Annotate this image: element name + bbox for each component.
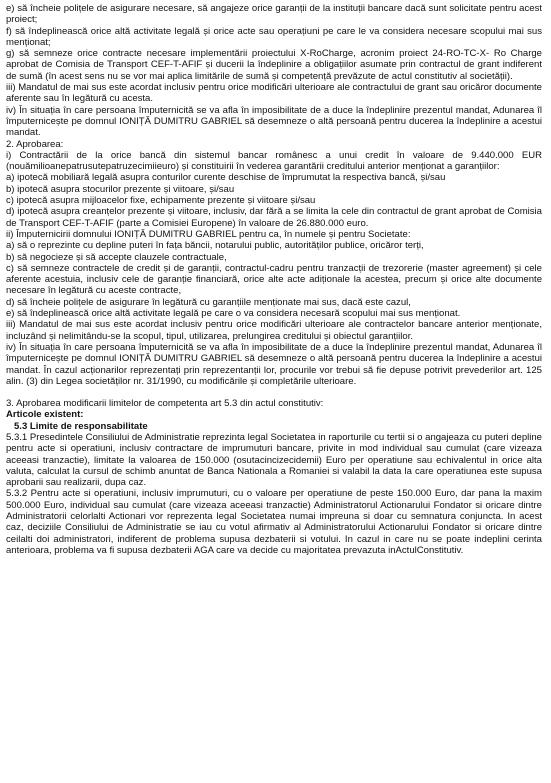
list-item: d) să încheie polițele de asigurare în legătură cu garanțiile menționate mai sus, dacă este cazul, xyxy=(6,296,411,308)
list-item: a) ipotecă mobiliară legală asupra conturilor curente deschise de împrumutat la respectiva bancă, și/sau xyxy=(6,172,446,184)
list-item: i) Contractării de la orice bancă din sistemul bancar românesc a unui credit în valoare de 9.440.000 EUR (nouămilioanepatrusutepatruzecimiieuro) și constituirii în vederea garantării creditului anterior menționat a garanțiilor: xyxy=(6,149,542,173)
list-item: d) ipotecă asupra creanțelor prezente și viitoare, inclusiv, dar fără a se limita la cele din contractul de grant aprobat de Comisia de Transport CEF-T-AFIF (parte a Comisiei Europene) în valoare de 26.880.000 euro. xyxy=(6,206,542,229)
article-paragraph: 5.3.2 Pentru acte si operatiuni, inclusiv imprumuturi, cu o valoare per operatiune de peste 150.000 Euro, dar pana la maxim 500.000 Euro, individual sau cumulat (care vizeaza aceeasi tranzactie) Administratorul Actionarului Fondator si oricare dintre Administratorii celorlalti Actionari vor reprezenta legal Societatea numai impreuna si doar cu semnatura conjuncta. In acest caz, deciziile Consiliului de Administratie se iau cu votul afirmativ al Administratorului Actionarului Fondator si oricare dintre ceilalti doi administratori, indiferent de problema supusa dezbaterii si votului. In cazul in care nu se poate indeplini cerinta anterioara, problema va fi supusa dezbaterii AGA care va decide cu majoritatea prevazuta inActulConstitutiv. xyxy=(6,488,542,556)
list-item: b) ipotecă asupra stocurilor prezente și viitoare, și/sau xyxy=(6,183,235,195)
existing-articles-label: Articole existent: xyxy=(6,409,84,421)
list-item: e) să îndeplinească orice altă activitate legală pe care o va considera necesară scopului mai sus menționat. xyxy=(6,308,461,320)
paragraph: e) să încheie polițele de asigurare necesare, să angajeze orice garanții de la instituții bancare dacă sunt solicitate pentru acest proiect; xyxy=(6,3,542,26)
section-heading: 2. Aprobarea: xyxy=(6,138,64,150)
list-item: b) să negocieze și să accepte clauzele contractuale, xyxy=(6,251,227,263)
list-item: c) să semneze contractele de credit și de garanții, contractul-cadru pentru tranzacții de trezorerie (master agreement) și cele aferente acestuia, inclusiv cele de garanție financiară, orice alte acte adiționale la acestea, precum și orice alte documente necesare în legătură cu aceste contracte, xyxy=(6,262,542,297)
list-item: ii) Împuternicirii domnului IONIȚĂ DUMITRU GABRIEL pentru ca, în numele și pentru Societate: xyxy=(6,228,411,240)
section-heading: 3. Aprobarea modificarii limitelor de competenta art 5.3 din actul constitutiv: xyxy=(6,398,324,410)
spacer xyxy=(6,387,542,398)
paragraph: iii) Mandatul de mai sus este acordat inclusiv pentru orice modificări ulterioare ale contractului de grant sau oricăror documente aferente sau în legătură cu acesta. xyxy=(6,82,542,105)
document-page xyxy=(6,3,542,556)
list-item: iv) În situația în care persoana împuternicită se va afla în imposibilitate de a duce la îndeplinire prezentul mandat, Adunarea îl împuternicește pe domnul IONIȚĂ DUMITRU GABRIEL să desemneze o altă persoană pentru ducerea la îndeplinire a acestui mandat. În cazul acționarilor reprezentați prin reprezentanții lor, procurile vor trebui să fie depuse potrivit prevederilor art. 125 alin. (3) din Legea societăților nr. 31/1990, cu modificările și completările ulterioare. xyxy=(6,341,542,387)
paragraph: iv) În situația în care persoana împuternicită se va afla în imposibilitate de a duce la îndeplinire prezentul mandat, Adunarea îl împuternicește pe domnul IONIȚĂ DUMITRU GABRIEL să desemneze o altă persoană pentru ducerea la îndeplinire a acestui mandat. xyxy=(6,104,542,139)
paragraph: g) să semneze orice contracte necesare implementării proiectului X-RoCharge, acronim proiect 24-RO-TC-X- Ro Charge aprobat de Comisia de Transport CEF-T-AFIF și ducerii la îndeplinire a obligațiilor asumate prin contractul de grant indiferent de sumă (în acest sens nu se vor mai aplica limitările de sumă și competență prevăzute de actul constitutiv al societății). xyxy=(6,48,542,82)
section-1-tail xyxy=(6,3,542,139)
paragraph: f) să îndeplinească orice altă activitate legală și orice acte sau operațiuni pe care le va considera necesare scopului mai sus menționat; xyxy=(6,25,542,48)
list-item: c) ipotecă asupra mijloacelor fixe, echipamente prezente și viitoare și/sau xyxy=(6,195,316,207)
list-item: a) să o reprezinte cu depline puteri în fața băncii, notarului public, autorităților publice, oricăror terți, xyxy=(6,240,424,252)
article-title: 5.3 Limite de responsabilitate xyxy=(14,420,148,432)
list-item: iii) Mandatul de mai sus este acordat inclusiv pentru orice modificări ulterioare ale contractelor bancare anterior menționate, incluzând și nelimitându-se la scopul, tipul, utilizarea, prelungirea creditului și obiectul garanțiilor. xyxy=(6,319,542,342)
article-paragraph: 5.3.1 Presedintele Consiliului de Administratie reprezinta legal Societatea in raporturile cu tertii si o angajeaza cu puteri depline pentru acte si operatiuni, inclusiv contractare de imprumuturi bancare, privite in mod individual sau cumulat (care vizeaza aceeasi tranzactie), limitate la valoarea de 150.000 (osutacincizecidemii) Euro per operatiune sau echivalentul in orice alta valuta, calculat la cursul de schimb anuntat de Banca Nationala a Romaniei si valabil la data la care operatiunea este supusa aprobarii sau realizarii, dupa caz. xyxy=(6,431,542,489)
section-2 xyxy=(6,139,542,388)
section-3 xyxy=(6,398,542,556)
